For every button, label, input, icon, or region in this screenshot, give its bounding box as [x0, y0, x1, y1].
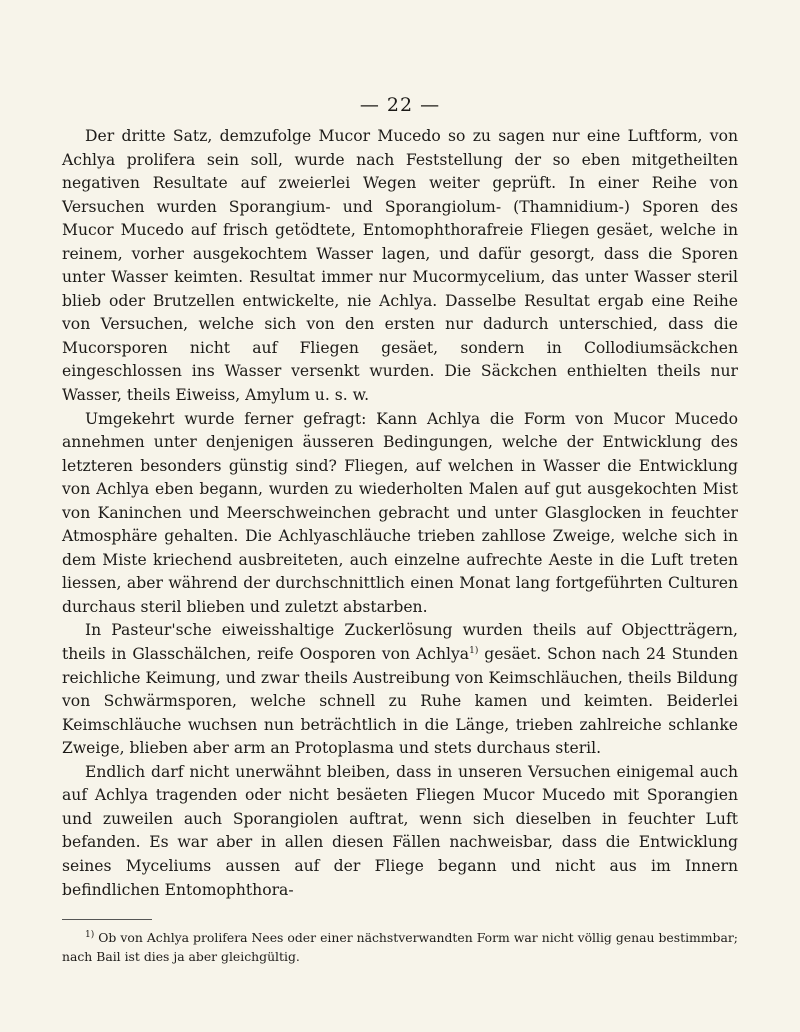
body-text — [62, 125, 738, 902]
paragraph-4: Endlich darf nicht unerwähnt bleiben, dass in unseren Versuchen einigemal auch auf Achlya tragenden oder nicht besäeten Fliegen Mucor Mucedo mit Sporangien und zuweilen auch Sporangiolen auftrat, wenn sich dieselben in feuchter Luft befanden. Es war aber in allen diesen Fällen nachweisbar, dass die Entwicklung seines Myceliums aussen auf der Fliege begann und nicht aus im Innern befindlichen Entomophthora- — [62, 762, 738, 899]
footnote-text: Ob von Achlya prolifera Nees oder einer nächstverwandten Form war nicht völlig genau bestimmbar; nach Bail ist dies ja aber gleichgültig. — [62, 930, 738, 964]
page-number: — 22 — — [359, 94, 441, 116]
paragraph-3-text-end: gesäet. Schon nach 24 Stunden reichliche Keimung, und zwar theils Austreibung von Keimschläuchen, theils Bildung von Schwärmsporen, welche schnell zu Ruhe kamen und keimten. Beiderlei Keimschläuche wuchsen nun beträchtlich in die Länge, trieben zahlreiche schlanke Zweige, blieben aber arm an Protoplasma und stets durchaus steril. — [62, 645, 738, 758]
paragraph-1: Der dritte Satz, demzufolge Mucor Mucedo so zu sagen nur eine Luftform, von Achlya prolifera sein soll, wurde nach Feststellung der so eben mitgetheilten negativen Resultate auf zweierlei Wegen weiter geprüft. In einer Reihe von Versuchen wurden Sporangium- und Sporangiolum- (Thamnidium-) Sporen des Mucor Mucedo auf frisch getödtete, Entomophthorafreie Fliegen gesäet, welche in reinem, vorher ausgekochtem Wasser lagen, und dafür gesorgt, dass die Sporen unter Wasser keimten. Resultat immer nur Mucormycelium, das unter Wasser steril blieb oder Brutzellen entwickelte, nie Achlya. Dasselbe Resultat ergab eine Reihe von Versuchen, welche sich von den ersten nur dadurch unterschied, dass die Mucorsporen nicht auf Fliegen gesäet, sondern in Collodiumsäckchen eingeschlossen ins Wasser versenkt wurden. Die Säckchen enthielten theils nur Wasser, theils Eiweiss, Amylum u. s. w. — [62, 127, 738, 405]
footnote-divider — [62, 919, 152, 920]
paragraph-3 — [62, 619, 738, 760]
footnote-marker: 1) — [469, 645, 479, 656]
paragraph-2: Umgekehrt wurde ferner gefragt: Kann Achlya die Form von Mucor Mucedo annehmen unter denjenigen äusseren Bedingungen, welche der Entwicklung des letzteren besonders günstig sind? Fliegen, auf welchen in Wasser die Entwicklung von Achlya eben begann, wurden zu wiederholten Malen auf gut ausgekochten Mist von Kaninchen und Meerschweinchen gebracht und unter Glasglocken in feuchter Atmosphäre gehalten. Die Achlyaschläuche trieben zahllose Zweige, welche sich in dem Miste kriechend ausbreiteten, auch einzelne aufrechte Aeste in die Luft treten liessen, aber während der durchschnittlich einen Monat lang fortgeführten Culturen durchaus steril blieben und zuletzt abstarben. — [62, 409, 738, 616]
footnote — [62, 928, 738, 966]
paragraph-3-text-start: In Pasteur'sche eiweisshaltige Zuckerlösung wurden theils auf Objectträgern, theils in Glasschälchen, reife Oosporen von Achlya — [62, 621, 738, 664]
footnote-number: 1) — [85, 929, 95, 940]
